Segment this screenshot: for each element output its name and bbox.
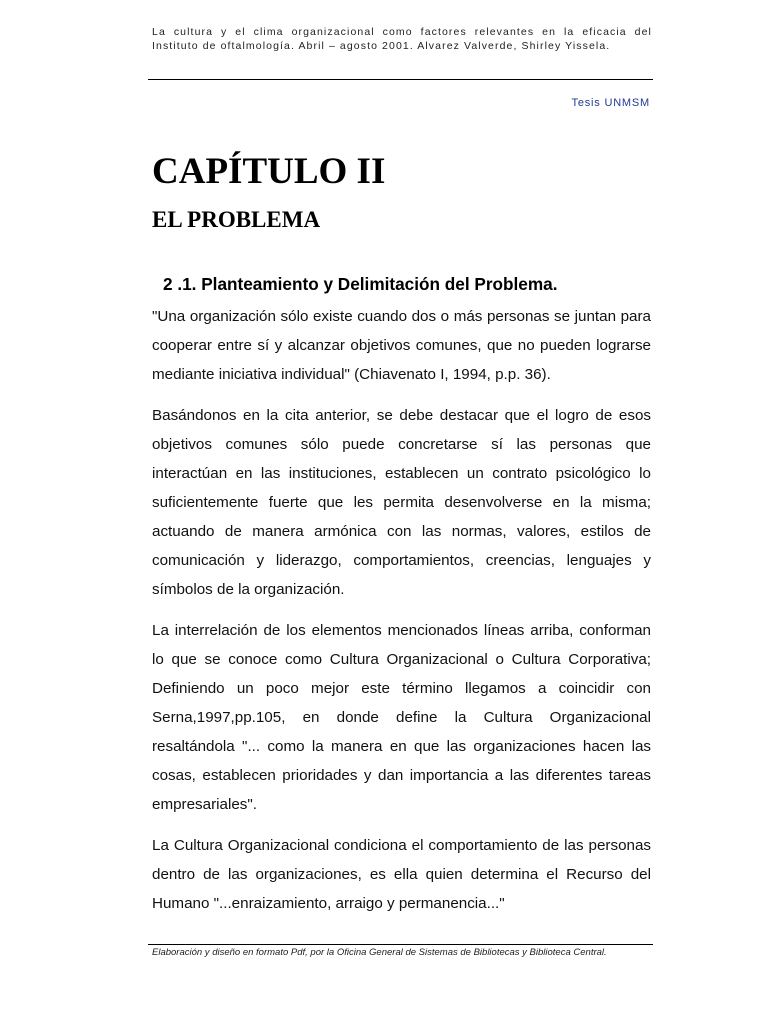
running-header: La cultura y el clima organizacional como factores relevantes en la eficacia del Instituto de oftalmología. Abril – agosto 2001. Alvarez Valverde, Shirley Yissela. [152,26,652,52]
footer-divider [148,944,653,945]
tesis-label: Tesis UNMSM [571,97,650,109]
paragraph: La interrelación de los elementos mencionados líneas arriba, conforman lo que se conoce como Cultura Organizacional o Cultura Corporativa; Definiendo un poco mejor este término llegamos a coincidir con Serna,1997,pp.105, en donde define la Cultura Organizacional resaltándola "... como la manera en que las organizaciones hacen las cosas, establecen prioridades y dan importancia a las diferentes tareas empresariales". [152,622,651,813]
header-divider [148,79,653,80]
chapter-title: CAPÍTULO II [152,151,386,192]
body-text [152,302,651,930]
paragraph: "Una organización sólo existe cuando dos o más personas se juntan para cooperar entre sí y alcanzar objetivos comunes, que no pueden lograrse mediante iniciativa individual" (Chiavenato I, 1994, p.p. 36). [152,308,651,383]
chapter-subtitle: EL PROBLEMA [152,207,321,232]
paragraph: Basándonos en la cita anterior, se debe destacar que el logro de esos objetivos comunes sólo puede concretarse sí las personas que interactúan en las instituciones, establecen un contrato psicológico lo suficientemente fuerte que les permita desenvolverse en la misma; actuando de manera armónica con las normas, valores, estilos de comunicación y liderazgo, comportamientos, creencias, lenguajes y símbolos de la organización. [152,407,651,598]
section-heading: 2 .1. Planteamiento y Delimitación del Problema. [163,274,558,294]
footer-note: Elaboración y diseño en formato Pdf, por la Oficina General de Sistemas de Bibliotecas y Biblioteca Central. [152,947,607,958]
paragraph: La Cultura Organizacional condiciona el comportamiento de las personas dentro de las organizaciones, es ella quien determina el Recurso del Humano "...enraizamiento, arraigo y permanencia..." [152,837,651,912]
